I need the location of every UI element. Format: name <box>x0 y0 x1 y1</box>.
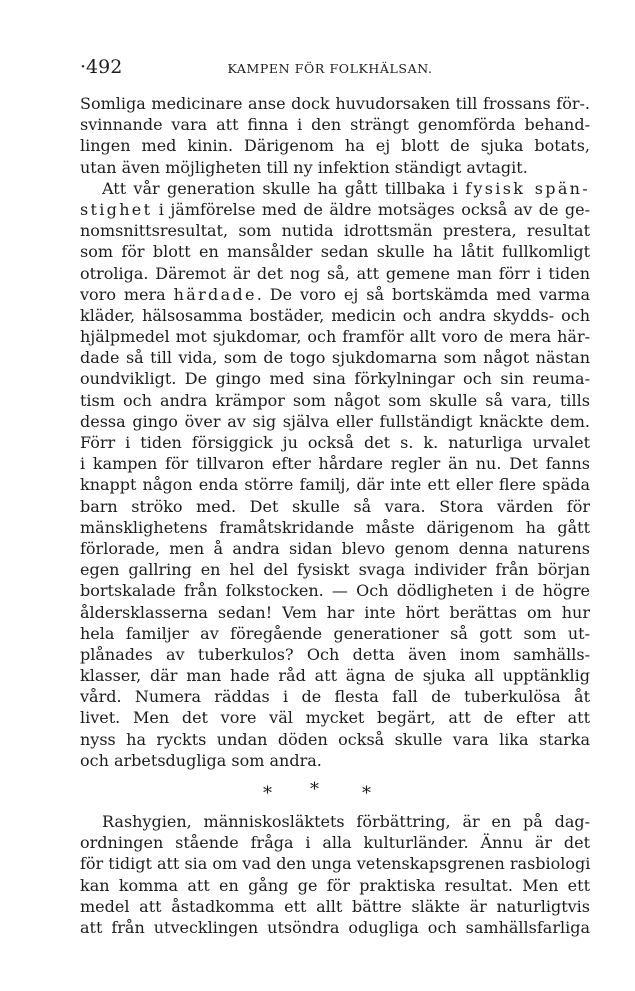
section-separator <box>80 771 590 811</box>
text-line: oundvikligt. De gingo med sina förkylningar och sin reuma- <box>80 369 590 389</box>
asterisk: * <box>362 783 371 804</box>
text-line: nyss ha ryckts undan döden också skulle vara lika starka <box>80 729 590 749</box>
text-line: kläder, hälsosamma bostäder, medicin och andra skydds- och <box>80 305 590 325</box>
text-line: egen gallring en hel del fysiskt svaga individer från början <box>80 560 590 580</box>
text-line: ordningen stående fråga i alla kulturländer. Ännu är det <box>80 833 590 853</box>
text-line: som för blott en mansålder sedan skulle ha låtit fullkomligt <box>80 242 590 262</box>
text-line: utan även möjligheten till ny infektion ständigt avtagit. <box>80 157 528 177</box>
text-line: klasser, där man hade råd att ägna de sjuka all upptänklig <box>80 666 590 686</box>
text-line: tism och andra krämpor som något som skulle så vara, tills <box>80 390 590 410</box>
text-line: förlorade, men å andra sidan blevo genom denna naturens <box>80 538 590 558</box>
emphasis-text: fysisk spän- <box>465 178 590 198</box>
text-line: hjälpmedel mot sjukdomar, och framför allt voro de mera här- <box>80 327 590 347</box>
text-line: bortskalade från folkstocken. — Och dödligheten i de högre <box>80 581 590 601</box>
emphasis-text: stighet <box>80 199 153 219</box>
text-line: hela familjer av föregående generationer så gott som ut- <box>80 623 590 643</box>
text-line: stighet i jämförelse med de äldre motsäges också av de ge- <box>80 199 590 219</box>
text-line: nomsnittsresultat, som nutida idrottsmän prestera, resultat <box>80 221 590 241</box>
text-line: och arbetsdugliga som andra. <box>80 750 322 770</box>
running-title: KAMPEN FÖR FOLKHÄLSAN. <box>227 61 433 76</box>
text-line: Förr i tiden försiggick ju också det s. k. naturliga urvalet <box>80 433 590 452</box>
text-line: mänsklighetens framåtskridande måste därigenom ha gått <box>80 517 590 537</box>
emphasis-text: härdade <box>173 284 257 304</box>
text-line: voro mera härdade. De voro ej så bortskämda med varma <box>80 284 590 304</box>
text-line: Somliga medicinare anse dock huvudorsaken till frossans för-. <box>80 94 590 113</box>
text-line: för tidigt att sia om vad den unga vetenskapsgrenen rasbiologi <box>80 854 590 874</box>
text-line: dessa gingo över av sig själva eller fullständigt knäckte dem. <box>80 411 590 431</box>
text-line: i kampen för tillvaron efter hårdare regler än nu. Det fanns <box>80 454 590 474</box>
text-line: Att vår generation skulle ha gått tillbaka i fysisk spän- <box>102 178 590 198</box>
asterisk: * <box>263 783 272 804</box>
text-line: barn ströko med. Det skulle så vara. Stora värden för <box>80 496 590 516</box>
page-number: ·492 <box>80 56 123 78</box>
body-text <box>80 93 590 938</box>
text-line: plånades av tuberkulos? Och detta även inom samhälls- <box>80 644 590 664</box>
text-line: medel att åstadkomma ett allt bättre släkte är naturligtvis <box>80 896 590 916</box>
asterisk: * <box>310 779 319 800</box>
text-line: livet. Men det vore väl mycket begärt, att de efter att <box>80 708 590 728</box>
text-line: att från utvecklingen utsöndra odugliga och samhällsfarliga <box>80 917 590 937</box>
text-line: svinnande vara att finna i den strängt genomförda behand- <box>80 115 590 135</box>
text-line: otroliga. Däremot är det nog så, att gemene man förr i tiden <box>80 263 590 283</box>
text-line: kan komma att en gång ge för praktiska resultat. Men ett <box>80 875 590 895</box>
text-line: Rashygien, människosläktets förbättring, är en på dag- <box>102 812 590 831</box>
text-line: dade så till vida, som de togo sjukdomarna som något nästan <box>80 348 590 368</box>
text-line: knappt någon enda större familj, där inte ett eller flere späda <box>80 475 590 495</box>
text-line: åldersklasserna sedan! Vem har inte hört berättas om hur <box>80 602 590 622</box>
page-header <box>80 56 580 80</box>
text-line: lingen med kinin. Därigenom ha ej blott de sjuka botats, <box>80 136 590 156</box>
text-line: vård. Numera räddas i de flesta fall de tuberkulösa åt <box>80 687 590 707</box>
